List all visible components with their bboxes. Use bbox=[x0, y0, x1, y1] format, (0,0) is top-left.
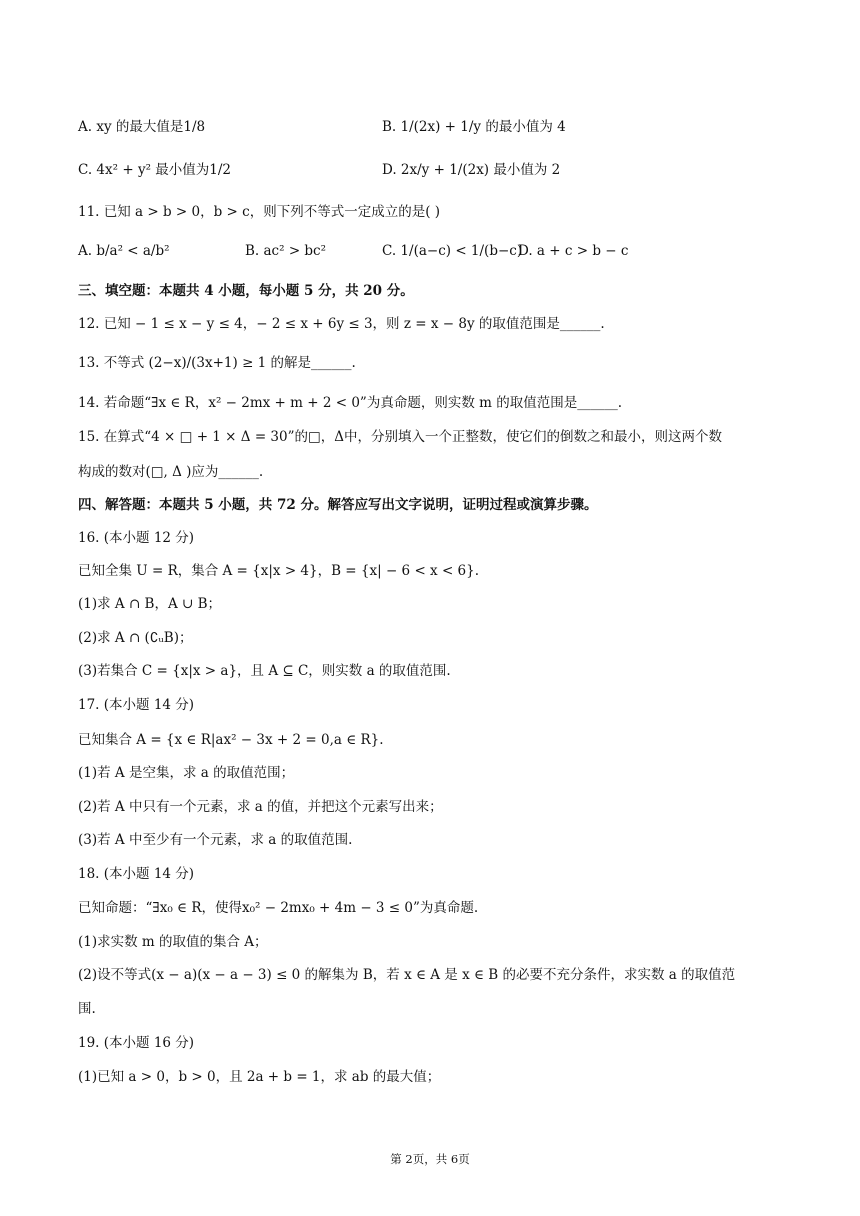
q15-line1: 15. 在算式“4 × □ + 1 × Δ = 30”的□，Δ中，分别填入一个正整数，使它们的倒数之和最小，则这两个数 bbox=[78, 429, 723, 445]
q11-option-a: A. b/a² < a/b² bbox=[78, 243, 170, 259]
q12: 12. 已知 − 1 ≤ x − y ≤ 4，− 2 ≤ x + 6y ≤ 3，则 z = x − 8y 的取值范围是______. bbox=[78, 316, 605, 332]
q16-heading: 16. (本小题 12 分) bbox=[78, 530, 195, 546]
q19-heading: 19. (本小题 16 分) bbox=[78, 1035, 195, 1051]
q16-part2: (2)求 A ∩ (∁ᵤB)； bbox=[78, 630, 193, 646]
q16-stem: 已知全集 U = R，集合 A = {x|x > 4}，B = {x| − 6 < x < 6}. bbox=[78, 563, 480, 579]
q10-option-c: C. 4x² + y² 最小值为1/2 bbox=[78, 162, 231, 178]
q10-option-d: D. 2x/y + 1/(2x) 最小值为 2 bbox=[382, 162, 561, 178]
section3-heading: 三、填空题：本题共 4 小题，每小题 5 分，共 20 分。 bbox=[78, 283, 414, 299]
q18-stem: 已知命题：“∃x₀ ∈ R，使得x₀² − 2mx₀ + 4m − 3 ≤ 0”为真命题. bbox=[78, 900, 479, 916]
q18-heading: 18. (本小题 14 分) bbox=[78, 866, 195, 882]
q14: 14. 若命题“∃x ∈ R，x² − 2mx + m + 2 < 0”为真命题，则实数 m 的取值范围是______. bbox=[78, 395, 623, 411]
section4-heading: 四、解答题：本题共 5 小题，共 72 分。解答应写出文字说明，证明过程或演算步骤。 bbox=[78, 497, 598, 513]
q17-heading: 17. (本小题 14 分) bbox=[78, 697, 195, 713]
q15-line2: 构成的数对(□, Δ )应为______. bbox=[78, 464, 264, 480]
q17-part1: (1)若 A 是空集，求 a 的取值范围； bbox=[78, 765, 295, 781]
q13: 13. 不等式 (2−x)/(3x+1) ≥ 1 的解是______. bbox=[78, 355, 356, 371]
q18-part2-line2: 围. bbox=[78, 1001, 96, 1017]
q11-option-b: B. ac² > bc² bbox=[245, 243, 327, 259]
q16-part1: (1)求 A ∩ B，A ∪ B； bbox=[78, 596, 222, 612]
q18-part2-line1: (2)设不等式(x − a)(x − a − 3) ≤ 0 的解集为 B，若 x ∈ A 是 x ∈ B 的必要不充分条件，求实数 a 的取值范 bbox=[78, 967, 736, 983]
q11-stem: 11. 已知 a > b > 0，b > c，则下列不等式一定成立的是( ) bbox=[78, 204, 441, 220]
page-footer: 第 2页，共 6页 bbox=[390, 1152, 470, 1166]
q17-stem: 已知集合 A = {x ∈ R|ax² − 3x + 2 = 0,a ∈ R}. bbox=[78, 732, 384, 748]
q17-part2: (2)若 A 中只有一个元素，求 a 的值，并把这个元素写出来； bbox=[78, 799, 443, 815]
q10-option-b: B. 1/(2x) + 1/y 的最小值为 4 bbox=[382, 119, 566, 135]
q10-option-a: A. xy 的最大值是1/8 bbox=[78, 119, 206, 135]
q11-option-c: C. 1/(a−c) < 1/(b−c) bbox=[382, 243, 523, 259]
q18-part1: (1)求实数 m 的取值的集合 A； bbox=[78, 934, 268, 950]
q19-part1: (1)已知 a > 0，b > 0，且 2a + b = 1，求 ab 的最大值； bbox=[78, 1069, 441, 1085]
q11-option-d: D. a + c > b − c bbox=[518, 243, 629, 259]
q16-part3: (3)若集合 C = {x|x > a}，且 A ⊆ C，则实数 a 的取值范围. bbox=[78, 663, 451, 679]
q17-part3: (3)若 A 中至少有一个元素，求 a 的取值范围. bbox=[78, 832, 353, 848]
